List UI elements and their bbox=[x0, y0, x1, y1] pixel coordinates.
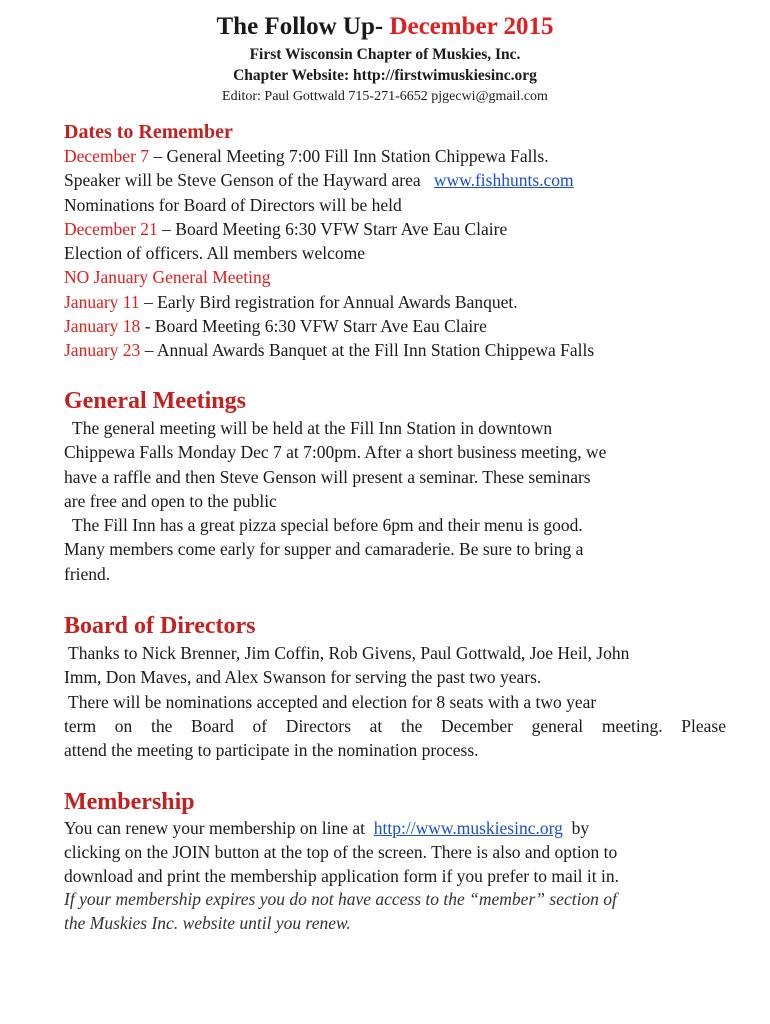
paragraph-line: If your membership expires you do not have access to the “member” section of bbox=[64, 889, 617, 910]
dates-heading: Dates to Remember bbox=[64, 121, 233, 143]
muskiesinc-link[interactable]: http://www.muskiesinc.org bbox=[373, 818, 563, 838]
date-item bbox=[64, 217, 726, 241]
date-item bbox=[64, 290, 726, 314]
general-meetings-heading: General Meetings bbox=[64, 388, 246, 414]
paragraph-line: clicking on the JOIN button at the top of the screen. There is also and option to bbox=[64, 841, 618, 862]
board-section bbox=[64, 611, 726, 762]
membership-line1-post: by bbox=[571, 818, 590, 838]
fishhunts-link[interactable]: www.fishhunts.com bbox=[433, 170, 574, 191]
paragraph-line bbox=[64, 714, 726, 738]
title-month: December 2015 bbox=[389, 13, 554, 40]
paragraph-line: friend. bbox=[64, 563, 111, 584]
date-label: January 11 bbox=[64, 291, 140, 312]
masthead bbox=[0, 10, 770, 107]
date-text: Nominations for Board of Directors will be held bbox=[64, 194, 402, 215]
membership-section bbox=[64, 787, 726, 936]
title-main: The Follow Up- bbox=[216, 13, 384, 40]
date-text: Speaker will be Steve Genson of the Hayward area bbox=[64, 170, 421, 191]
date-text: – General Meeting 7:00 Fill Inn Station Chippewa Falls. bbox=[149, 146, 549, 166]
general-meetings-section bbox=[64, 386, 726, 586]
date-item bbox=[64, 144, 726, 168]
date-item bbox=[64, 168, 726, 192]
paragraph-line: the Muskies Inc. website until you renew. bbox=[64, 913, 351, 934]
paragraph-line: are free and open to the public bbox=[64, 490, 277, 511]
paragraph-line: The Fill Inn has a great pizza special before 6pm and their menu is good. bbox=[72, 515, 583, 536]
date-item bbox=[64, 265, 726, 289]
date-text: – Early Bird registration for Annual Awards Banquet. bbox=[139, 291, 518, 312]
date-label: December 7 bbox=[64, 146, 150, 166]
paragraph-line: have a raffle and then Steve Genson will present a seminar. These seminars bbox=[64, 466, 591, 487]
paragraph-line: Thanks to Nick Brenner, Jim Coffin, Rob Givens, Paul Gottwald, Joe Heil, John bbox=[68, 643, 630, 663]
paragraph-line: The general meeting will be held at the Fill Inn Station in downtown bbox=[72, 418, 553, 438]
justified-line-text: term on the Board of Directors at the December general meeting. Please bbox=[64, 715, 726, 736]
date-label: January 23 bbox=[64, 340, 141, 361]
chapter-website: Chapter Website: http://firstwimuskiesinc.org bbox=[233, 67, 537, 84]
paragraph-line bbox=[64, 817, 726, 841]
paragraph-line: download and print the membership application form if you prefer to mail it in. bbox=[64, 865, 620, 886]
newsletter-title bbox=[0, 10, 770, 44]
date-item bbox=[64, 193, 726, 217]
date-label: NO January General Meeting bbox=[64, 267, 271, 288]
date-label: December 21 bbox=[64, 218, 158, 239]
date-text: – Annual Awards Banquet at the Fill Inn Station Chippewa Falls bbox=[140, 340, 595, 361]
paragraph-line: There will be nominations accepted and election for 8 seats with a two year bbox=[68, 691, 597, 712]
paragraph-line: attend the meeting to participate in the nomination process. bbox=[64, 740, 479, 761]
membership-heading: Membership bbox=[64, 789, 195, 815]
dates-section bbox=[64, 120, 726, 363]
membership-line1-pre: You can renew your membership on line at bbox=[64, 818, 366, 838]
paragraph-line: Many members come early for supper and camaraderie. Be sure to bring a bbox=[64, 539, 584, 560]
date-text: - Board Meeting 6:30 VFW Starr Ave Eau Claire bbox=[140, 316, 487, 337]
date-text: Election of officers. All members welcome bbox=[64, 243, 365, 264]
chapter-name: First Wisconsin Chapter of Muskies, Inc. bbox=[249, 46, 521, 63]
board-heading: Board of Directors bbox=[64, 613, 256, 639]
date-text: – Board Meeting 6:30 VFW Starr Ave Eau Claire bbox=[157, 218, 508, 239]
date-item bbox=[64, 241, 726, 265]
editor-line: Editor: Paul Gottwald 715-271-6652 pjgecwi@gmail.com bbox=[222, 89, 548, 104]
paragraph-line: Chippewa Falls Monday Dec 7 at 7:00pm. After a short business meeting, we bbox=[64, 442, 607, 463]
date-label: January 18 bbox=[64, 316, 141, 337]
date-item bbox=[64, 314, 726, 338]
date-item bbox=[64, 338, 726, 362]
paragraph-line: Imm, Don Maves, and Alex Swanson for serving the past two years. bbox=[64, 667, 542, 688]
